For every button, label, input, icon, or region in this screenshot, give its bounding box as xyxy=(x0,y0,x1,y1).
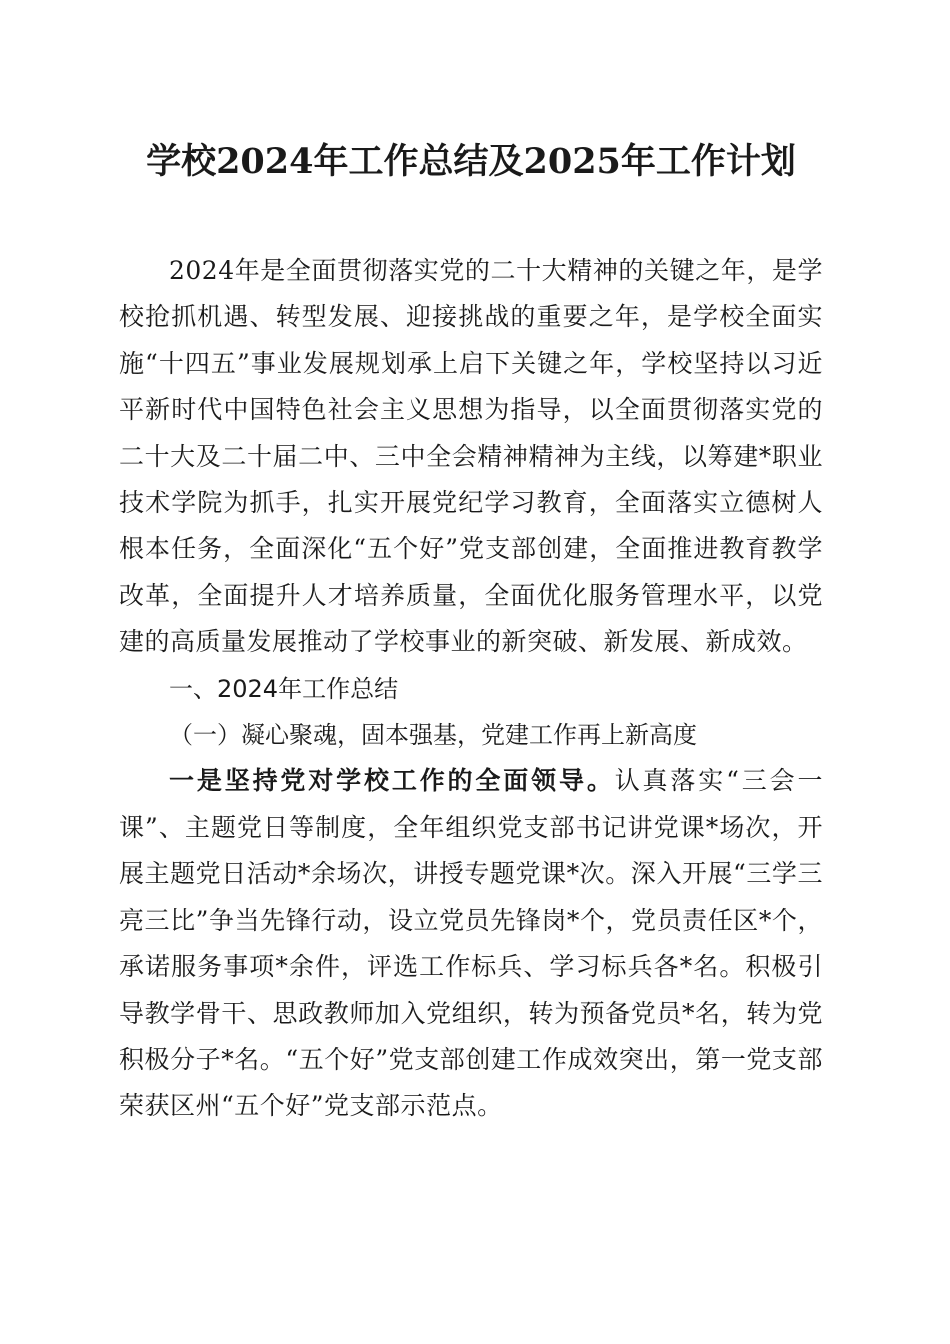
section-heading: 一、2024年工作总结 xyxy=(169,674,399,703)
paragraph-body: 认真落实“三会一课”、主题党日等制度，全年组织党支部书记讲党课*场次，开展主题党日活动*余场次，讲授专题党课*次。深入开展“三学三亮三比”争当先锋行动，设立党员先锋岗*个，党员责任区*个，承诺服务事项*余件，评选工作标兵、学习标兵各*名。积极引导教学骨干、思政教师加入党组织，转为预备党员*名，转为党积极分子*名。“五个好”党支部创建工作成效突出，第一党支部荣获区州“五个好”党支部示范点。 xyxy=(119,766,823,1121)
document-page xyxy=(119,138,823,1130)
subsection-heading: （一）凝心聚魂，固本强基，党建工作再上新高度 xyxy=(169,721,697,750)
document-title: 学校2024年工作总结及2025年工作计划 xyxy=(146,141,796,182)
body-paragraph xyxy=(119,758,823,1129)
paragraph-lead: 一是坚持党对学校工作的全面领导。 xyxy=(169,766,615,796)
intro-paragraph: 2024年是全面贯彻落实党的二十大精神的关键之年，是学校抢抓机遇、转型发展、迎接挑战的重要之年，是学校全面实施“十四五”事业发展规划承上启下关键之年，学校坚持以习近平新时代中国特色社会主义思想为指导，以全面贯彻落实党的二十大及二十届二中、三中全会精神精神为主线，以筹建*职业技术学院为抓手，扎实开展党纪学习教育，全面落实立德树人根本任务，全面深化“五个好”党支部创建，全面推进教育教学改革，全面提升人才培养质量，全面优化服务管理水平，以党建的高质量发展推动了学校事业的新突破、新发展、新成效。 xyxy=(119,256,823,657)
